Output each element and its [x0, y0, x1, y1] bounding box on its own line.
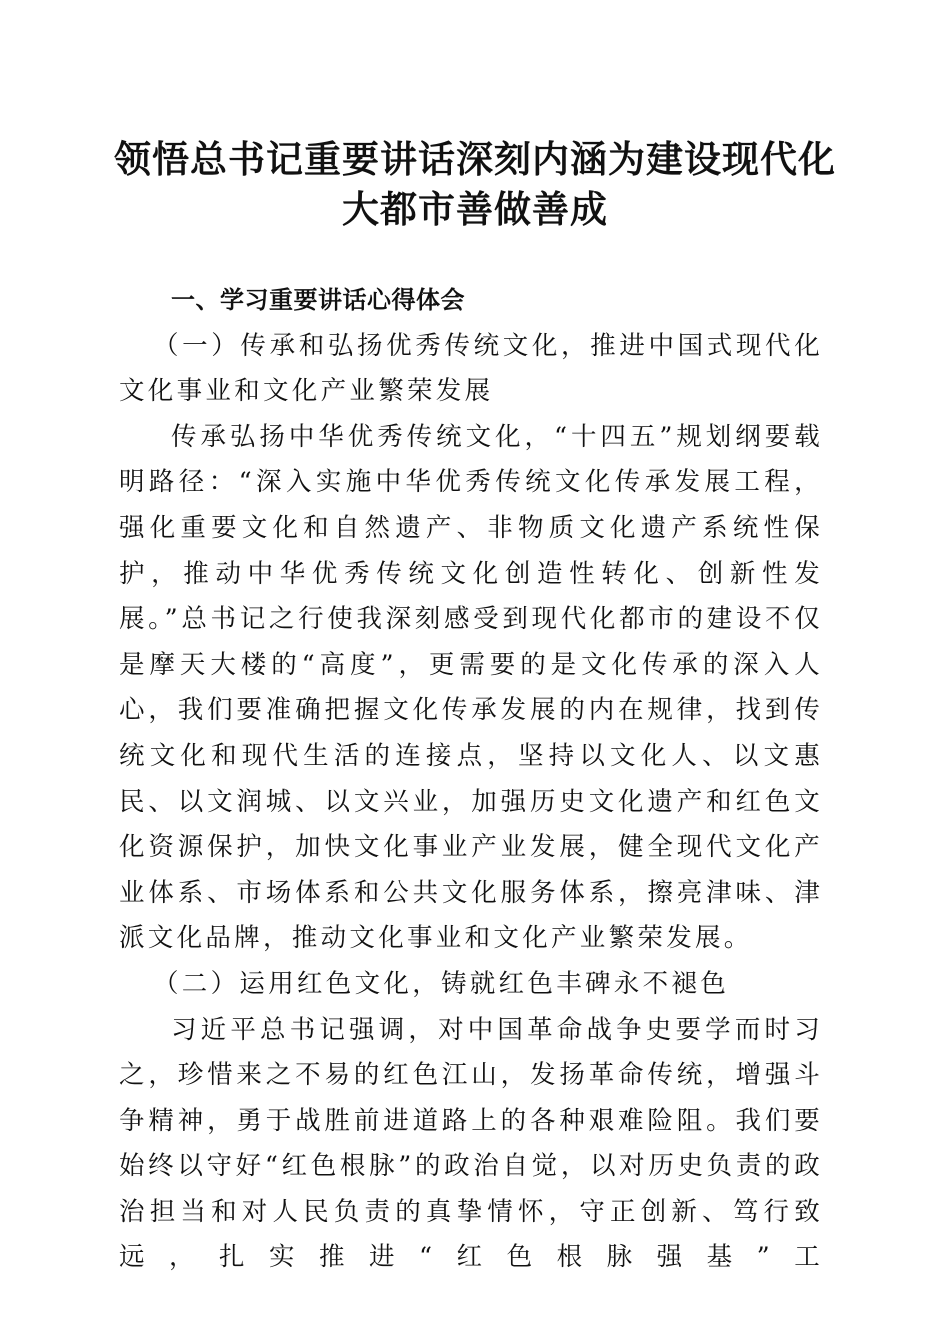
subsection-heading-1: （一）传承和弘扬优秀传统文化，推进中国式现代化文化事业和文化产业繁荣发展	[119, 330, 823, 407]
document-body	[119, 278, 823, 1281]
document-title: 领悟总书记重要讲话深刻内涵为建设现代化大都市善做善成	[114, 137, 836, 231]
paragraph-1: 传承弘扬中华优秀传统文化，“十四五”规划纲要载明路径：“深入实施中华优秀传统文化传承发展工程，强化重要文化和自然遗产、非物质文化遗产系统性保护，推动中华优秀传统文化创造性转化、创新性发展。”总书记之行使我深刻感受到现代化都市的建设不仅是摩天大楼的“高度”，更需要的是文化传承的深入人心，我们要准确把握文化传承发展的内在规律，找到传统文化和现代生活的连接点，坚持以文化人、以文惠民、以文润城、以文兴业，加强历史文化遗产和红色文化资源保护，加快文化事业产业发展，健全现代文化产业体系、市场体系和公共文化服务体系，擦亮津味、津派文化品牌，推动文化事业和文化产业繁荣发展。	[119, 421, 823, 954]
subsection-heading-2: （二）运用红色文化，铸就红色丰碑永不褪色	[153, 968, 730, 999]
paragraph-2: 习近平总书记强调，对中国革命战争史要学而时习之，珍惜来之不易的红色江山，发扬革命传统，增强斗争精神，勇于战胜前进道路上的各种艰难险阻。我们要始终以守好“红色根脉”的政治自觉，以对历史负责的政治担当和对人民负责的真挚情怀，守正创新、笃行致远，扎实推进“红色根脉强基”工	[119, 1014, 823, 1273]
section-heading: 一、学习重要讲话心得体会	[171, 286, 465, 314]
